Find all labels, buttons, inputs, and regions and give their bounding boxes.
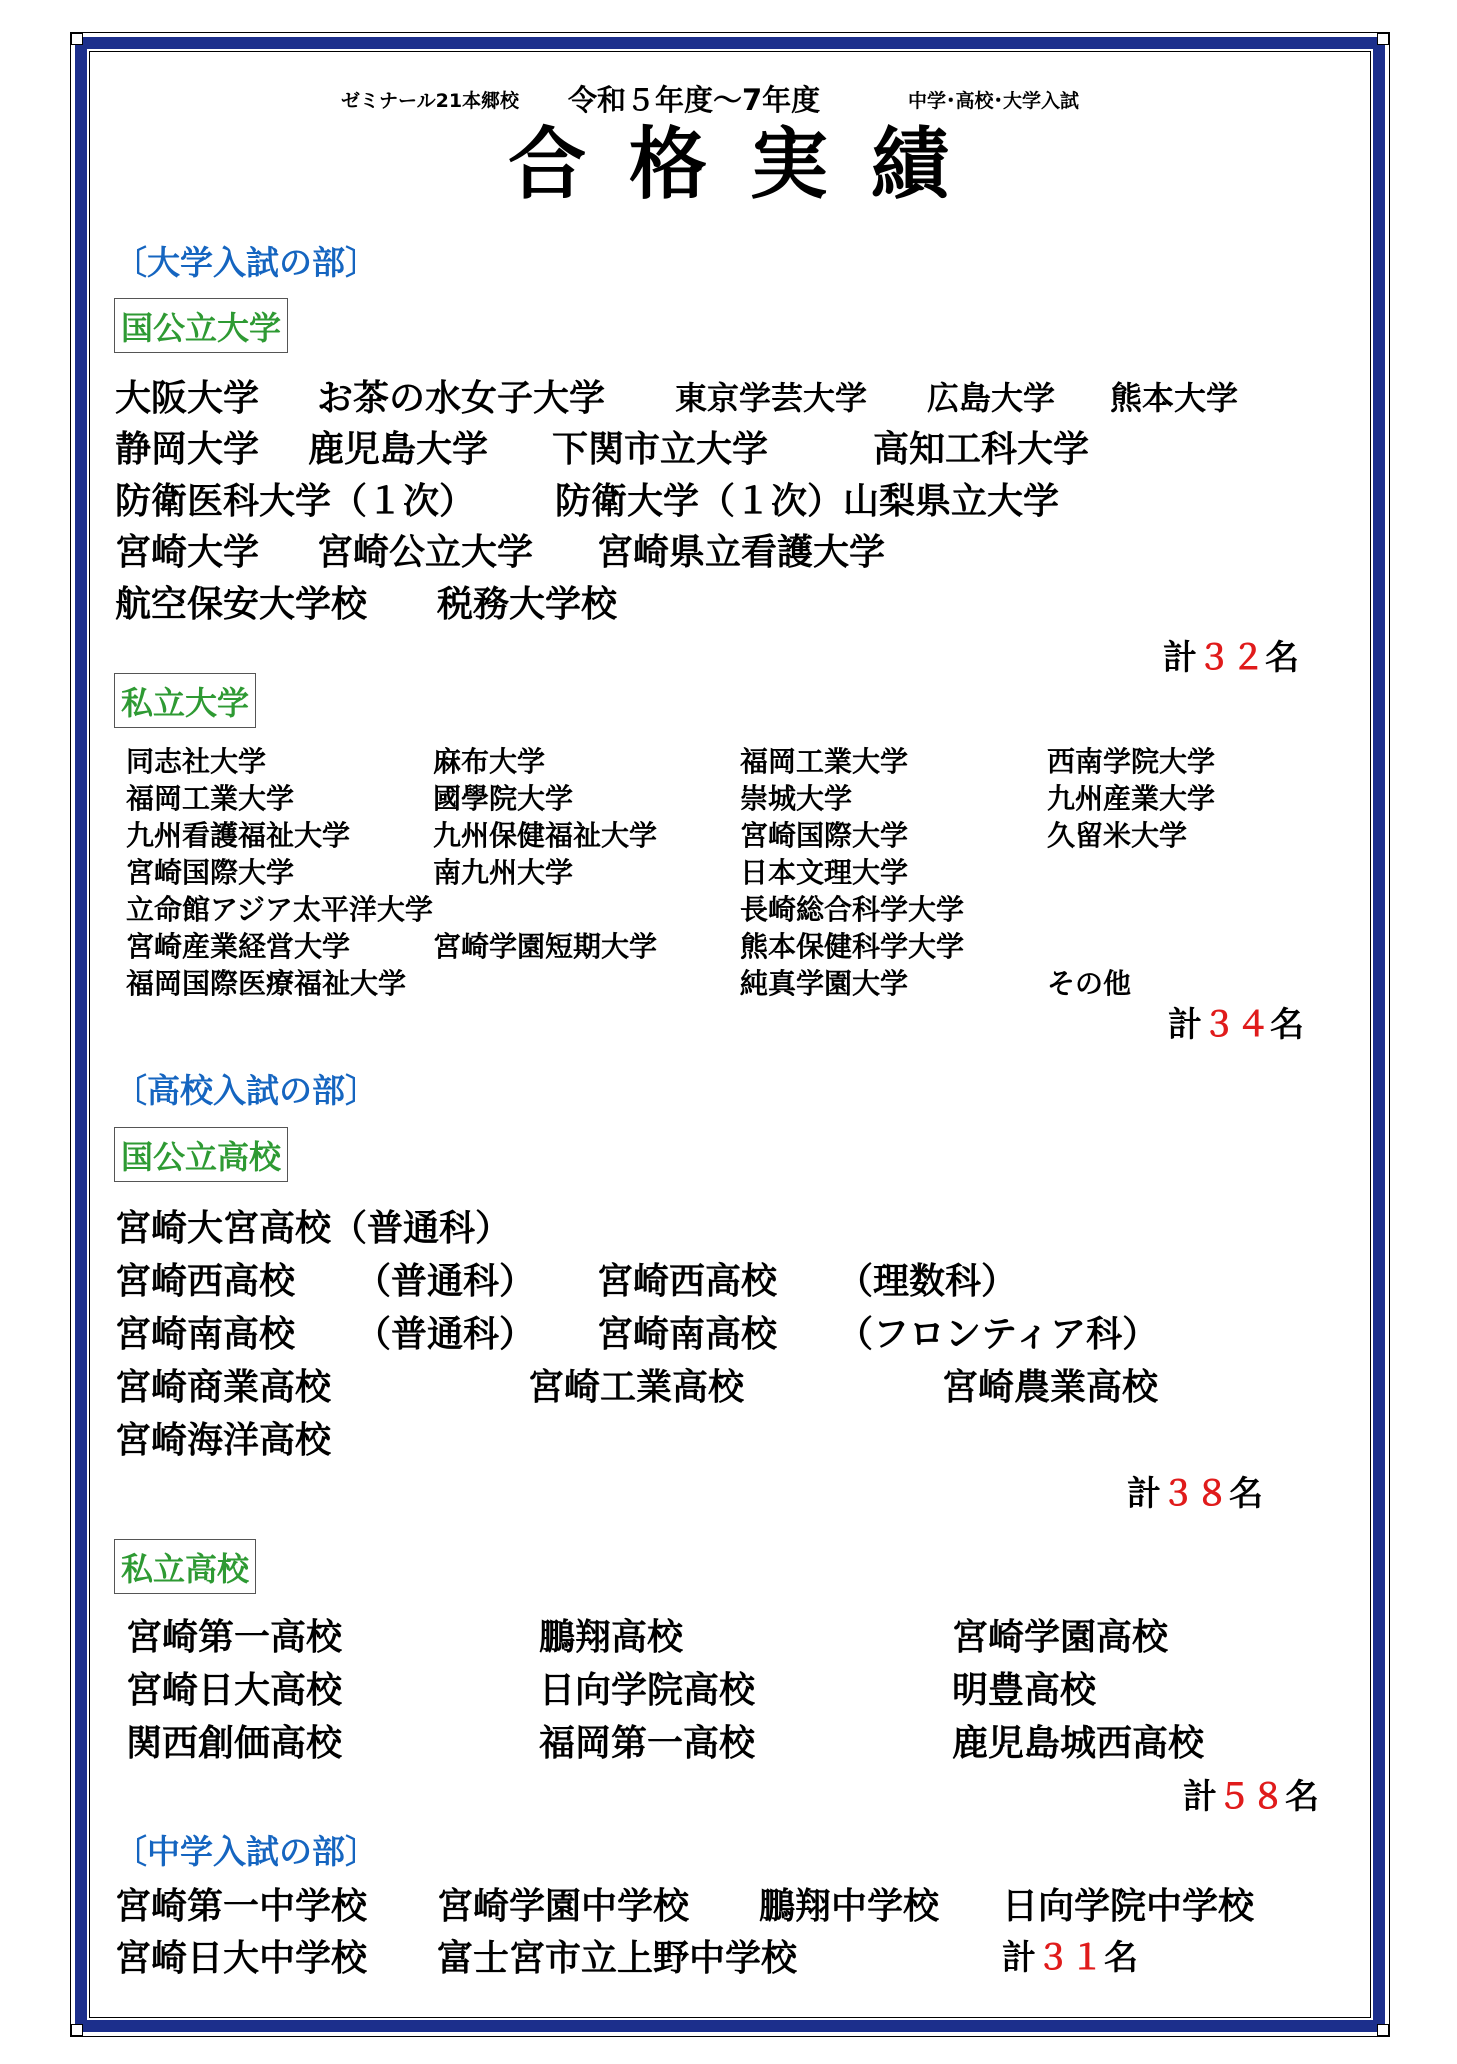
total-count: ３２ [1197, 638, 1265, 678]
list-item: 福岡工業大学 [126, 782, 295, 815]
list-item: 宮崎国際大学 [126, 856, 295, 889]
list-item: 純真学園大学 [740, 967, 909, 1000]
list-item: 宮崎日大高校 [126, 1670, 343, 1711]
category-label: 国公立高校 [114, 1127, 288, 1182]
list-item: 熊本大学 [1110, 379, 1239, 417]
list-item: 宮崎県立看護大学 [597, 532, 886, 573]
list-item: 宮崎南高校 [115, 1314, 296, 1355]
category-label: 私立大学 [114, 673, 256, 728]
total-count: ３１ [1036, 1938, 1104, 1978]
list-item: その他 [1047, 967, 1132, 1000]
list-item: 宮崎大宮高校（普通科） [115, 1208, 512, 1249]
total-suffix: 名 [1265, 638, 1299, 678]
list-item: 宮崎学園短期大学 [433, 930, 658, 963]
list-item: 宮崎工業高校 [528, 1367, 745, 1408]
list-item: 西南学院大学 [1047, 745, 1216, 778]
list-item: 宮崎商業高校 [115, 1367, 332, 1408]
page-title: 合格実績 [508, 120, 992, 210]
category-public-high-school [114, 1127, 288, 1182]
frame-corner-top-left [71, 33, 83, 45]
frame-corner-top-right [1377, 33, 1389, 45]
list-item: 宮崎日大中学校 [115, 1938, 368, 1979]
exam-types: 中学･高校･大学入試 [908, 90, 1080, 112]
list-item: お茶の水女子大学 [317, 378, 606, 419]
list-item: 日向学院高校 [539, 1670, 756, 1711]
list-item: 宮崎西高校 [115, 1261, 296, 1302]
total-private-high-school [1183, 1769, 1319, 1818]
list-item: 防衛医科大学（１次） [115, 481, 476, 522]
frame-corner-bottom-left [71, 2024, 83, 2036]
list-item: 九州看護福祉大学 [126, 819, 351, 852]
section-title-university: 〔大学入試の部〕 [114, 243, 378, 282]
list-item: 崇城大学 [740, 782, 853, 815]
list-item: 宮崎南高校 [597, 1314, 778, 1355]
total-prefix: 計 [1002, 1938, 1036, 1978]
frame-corner-bottom-right [1377, 2024, 1389, 2036]
list-item: 関西創価高校 [126, 1723, 343, 1764]
list-item: 宮崎産業経営大学 [126, 930, 351, 963]
list-item: 宮崎海洋高校 [115, 1420, 332, 1461]
total-prefix: 計 [1163, 638, 1197, 678]
list-item: 宮崎第一高校 [126, 1617, 343, 1658]
total-count: ３４ [1202, 1005, 1270, 1045]
total-public-high-school [1127, 1466, 1263, 1515]
list-item: 税務大学校 [437, 584, 618, 625]
list-item: 日本文理大学 [740, 856, 909, 889]
list-item: 九州産業大学 [1047, 782, 1216, 815]
list-item: 南九州大学 [433, 856, 574, 889]
list-item: 九州保健福祉大学 [433, 819, 658, 852]
category-national-university [114, 298, 288, 353]
total-suffix: 名 [1285, 1777, 1319, 1817]
list-item: 下関市立大学 [552, 429, 769, 470]
list-item: 宮崎学園中学校 [437, 1886, 690, 1927]
total-count: ５８ [1217, 1777, 1285, 1817]
list-item: 高知工科大学 [873, 429, 1090, 470]
list-item: 航空保安大学校 [115, 584, 368, 625]
list-item: 宮崎国際大学 [740, 819, 909, 852]
total-prefix: 計 [1183, 1777, 1217, 1817]
list-item: 熊本保健科学大学 [740, 930, 965, 963]
list-item: 立命館アジア太平洋大学 [126, 893, 433, 926]
list-item: 宮崎農業高校 [942, 1367, 1159, 1408]
total-suffix: 名 [1104, 1938, 1138, 1978]
list-item: 宮崎学園高校 [952, 1617, 1169, 1658]
list-item: 宮崎公立大学 [317, 532, 534, 573]
year-range: 令和５年度～7年度 [568, 83, 821, 117]
total-suffix: 名 [1229, 1474, 1263, 1514]
total-prefix: 計 [1168, 1005, 1202, 1045]
list-item: 鹿児島城西高校 [952, 1723, 1205, 1764]
list-item: 福岡国際医療福祉大学 [126, 967, 407, 1000]
list-item: 大阪大学 [115, 378, 260, 419]
category-label: 国公立大学 [114, 298, 288, 353]
list-item: （理数科） [837, 1261, 1018, 1302]
list-item: （普通科） [355, 1261, 536, 1302]
list-item: 日向学院中学校 [1002, 1886, 1255, 1927]
category-label: 私立高校 [114, 1539, 256, 1594]
list-item: 福岡工業大学 [740, 745, 909, 778]
list-item: 同志社大学 [126, 745, 267, 778]
total-prefix: 計 [1127, 1474, 1161, 1514]
list-item: 宮崎第一中学校 [115, 1886, 368, 1927]
list-item: 麻布大学 [433, 745, 546, 778]
total-count: ３８ [1161, 1474, 1229, 1514]
total-private-university [1168, 997, 1304, 1046]
list-item: 鵬翔高校 [539, 1617, 684, 1658]
list-item: 宮崎西高校 [597, 1261, 778, 1302]
list-item: 鵬翔中学校 [759, 1886, 940, 1927]
list-item: 宮崎大学 [115, 532, 260, 573]
total-suffix: 名 [1270, 1005, 1304, 1045]
list-item: 東京学芸大学 [675, 379, 868, 417]
list-item: （普通科） [355, 1314, 536, 1355]
section-title-junior-high: 〔中学入試の部〕 [114, 1832, 378, 1871]
list-item: 長崎総合科学大学 [740, 893, 965, 926]
section-title-high-school: 〔高校入試の部〕 [114, 1071, 378, 1110]
list-item: 國學院大学 [433, 782, 574, 815]
list-item: （フロンティア科） [837, 1314, 1159, 1355]
list-item: 明豊高校 [952, 1670, 1097, 1711]
total-national-university [1163, 630, 1299, 679]
list-item: 防衛大学（１次）山梨県立大学 [555, 481, 1060, 522]
list-item: 広島大学 [927, 379, 1056, 417]
list-item: 福岡第一高校 [539, 1723, 756, 1764]
list-item: 静岡大学 [115, 429, 260, 470]
category-private-high-school [114, 1539, 256, 1594]
school-name: ゼミナール21本郷校 [341, 90, 520, 112]
total-junior-high [1002, 1930, 1138, 1979]
list-item: 久留米大学 [1047, 819, 1188, 852]
list-item: 富士宮市立上野中学校 [437, 1938, 798, 1979]
list-item: 鹿児島大学 [308, 429, 489, 470]
category-private-university [114, 673, 256, 728]
